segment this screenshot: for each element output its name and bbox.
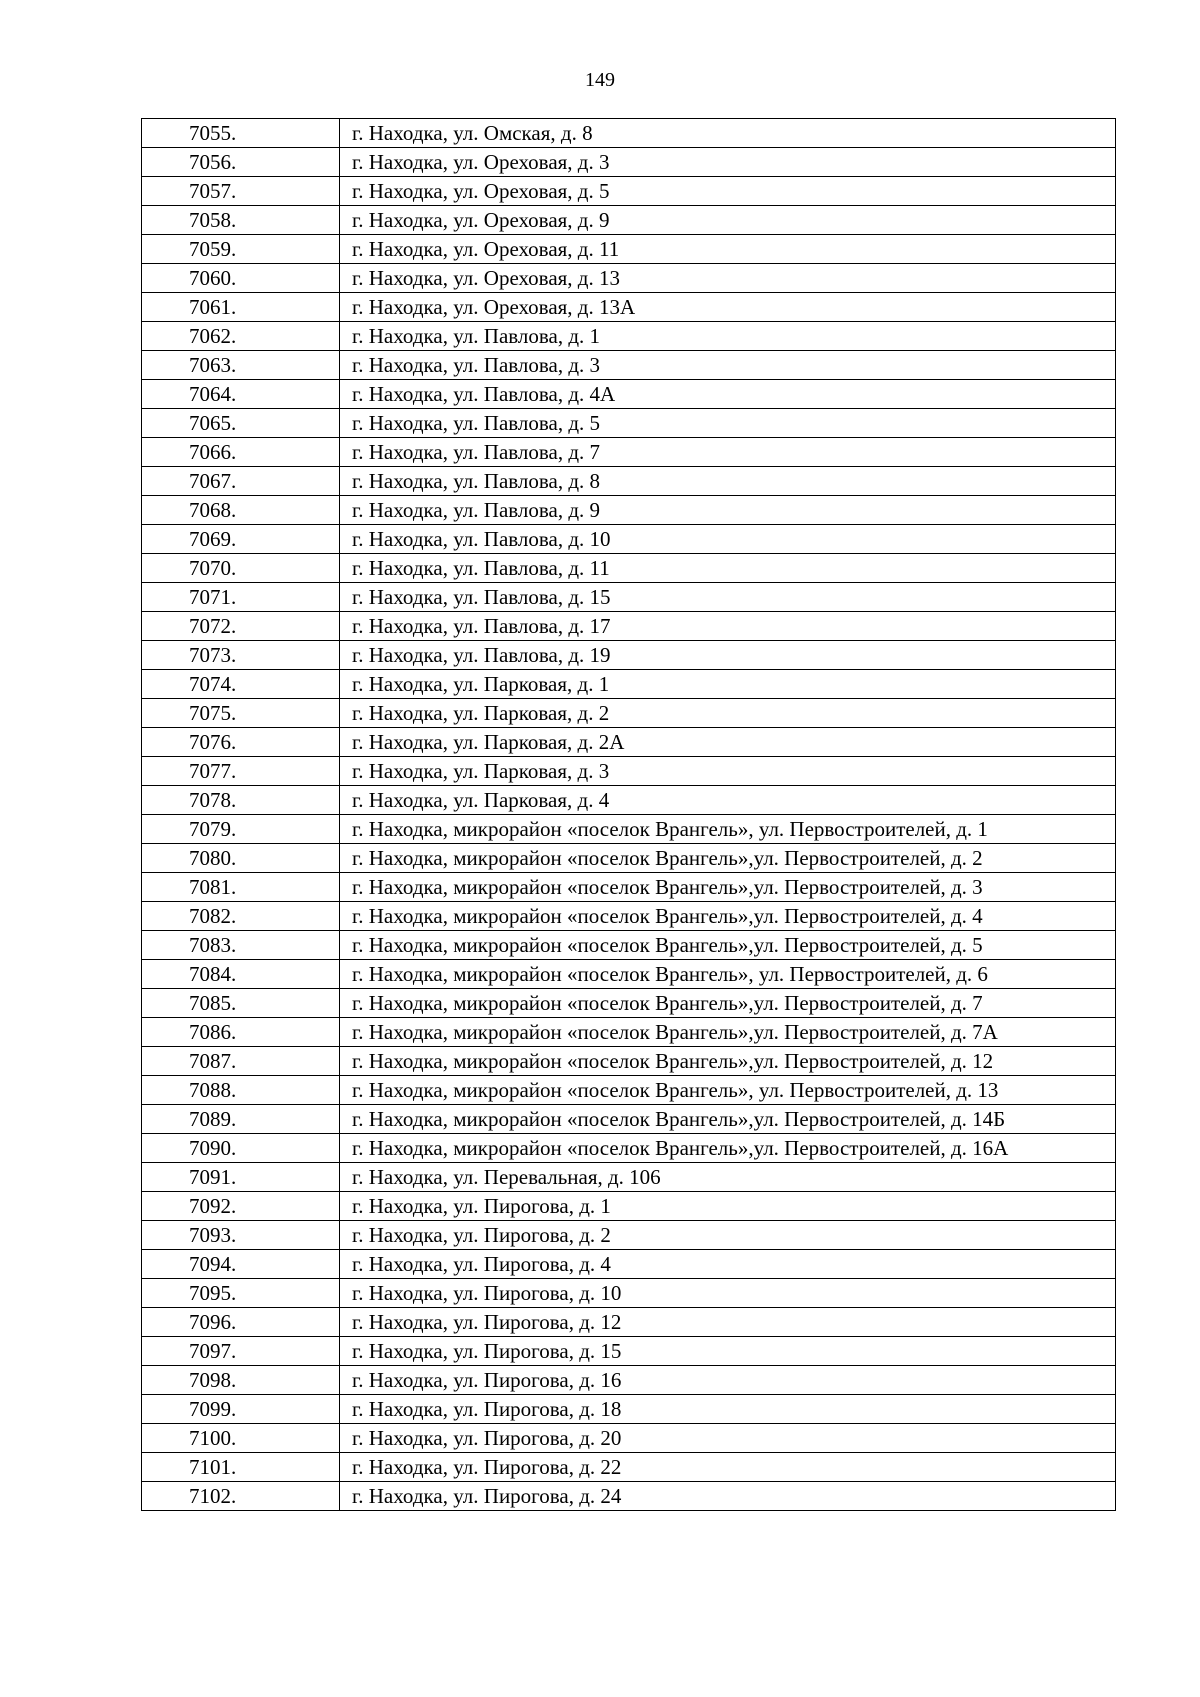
row-address: г. Находка, микрорайон «поселок Врангель»,ул. Первостроителей, д. 2 <box>340 844 1116 873</box>
row-number: 7072. <box>142 612 340 641</box>
row-number: 7064. <box>142 380 340 409</box>
row-number: 7077. <box>142 757 340 786</box>
row-number: 7101. <box>142 1453 340 1482</box>
table-row <box>142 235 1116 264</box>
table-row <box>142 322 1116 351</box>
row-address: г. Находка, ул. Ореховая, д. 13 <box>340 264 1116 293</box>
table-row <box>142 148 1116 177</box>
row-address: г. Находка, ул. Павлова, д. 3 <box>340 351 1116 380</box>
row-address: г. Находка, ул. Парковая, д. 2 <box>340 699 1116 728</box>
row-address: г. Находка, ул. Павлова, д. 4А <box>340 380 1116 409</box>
table-row <box>142 641 1116 670</box>
row-address: г. Находка, микрорайон «поселок Врангель»,ул. Первостроителей, д. 7А <box>340 1018 1116 1047</box>
row-number: 7091. <box>142 1163 340 1192</box>
row-address: г. Находка, ул. Ореховая, д. 5 <box>340 177 1116 206</box>
row-address: г. Находка, ул. Пирогова, д. 16 <box>340 1366 1116 1395</box>
row-address: г. Находка, ул. Пирогова, д. 2 <box>340 1221 1116 1250</box>
row-address: г. Находка, микрорайон «поселок Врангель»,ул. Первостроителей, д. 7 <box>340 989 1116 1018</box>
row-number: 7065. <box>142 409 340 438</box>
row-number: 7071. <box>142 583 340 612</box>
row-address: г. Находка, ул. Павлова, д. 8 <box>340 467 1116 496</box>
row-address: г. Находка, ул. Пирогова, д. 22 <box>340 1453 1116 1482</box>
row-address: г. Находка, ул. Павлова, д. 10 <box>340 525 1116 554</box>
row-number: 7097. <box>142 1337 340 1366</box>
table-row <box>142 902 1116 931</box>
address-table-body <box>142 119 1116 1511</box>
row-number: 7096. <box>142 1308 340 1337</box>
table-row <box>142 293 1116 322</box>
table-row <box>142 119 1116 148</box>
row-number: 7082. <box>142 902 340 931</box>
table-row <box>142 409 1116 438</box>
table-row <box>142 1337 1116 1366</box>
table-row <box>142 583 1116 612</box>
row-number: 7055. <box>142 119 340 148</box>
table-row <box>142 931 1116 960</box>
row-number: 7087. <box>142 1047 340 1076</box>
table-row <box>142 1453 1116 1482</box>
row-number: 7073. <box>142 641 340 670</box>
row-address: г. Находка, ул. Пирогова, д. 24 <box>340 1482 1116 1511</box>
row-address: г. Находка, ул. Павлова, д. 1 <box>340 322 1116 351</box>
table-row <box>142 380 1116 409</box>
row-address: г. Находка, ул. Омская, д. 8 <box>340 119 1116 148</box>
row-address: г. Находка, ул. Ореховая, д. 11 <box>340 235 1116 264</box>
row-number: 7062. <box>142 322 340 351</box>
table-row <box>142 960 1116 989</box>
row-address: г. Находка, ул. Павлова, д. 7 <box>340 438 1116 467</box>
row-address: г. Находка, ул. Ореховая, д. 3 <box>340 148 1116 177</box>
table-row <box>142 467 1116 496</box>
row-number: 7092. <box>142 1192 340 1221</box>
page-number: 149 <box>585 69 615 91</box>
row-address: г. Находка, микрорайон «поселок Врангель»,ул. Первостроителей, д. 4 <box>340 902 1116 931</box>
row-number: 7074. <box>142 670 340 699</box>
table-row <box>142 786 1116 815</box>
table-row <box>142 873 1116 902</box>
row-number: 7061. <box>142 293 340 322</box>
table-row <box>142 1018 1116 1047</box>
table-row <box>142 1192 1116 1221</box>
row-number: 7059. <box>142 235 340 264</box>
row-number: 7076. <box>142 728 340 757</box>
table-row <box>142 815 1116 844</box>
row-number: 7067. <box>142 467 340 496</box>
table-row <box>142 351 1116 380</box>
table-row <box>142 670 1116 699</box>
table-row <box>142 1163 1116 1192</box>
row-address: г. Находка, ул. Пирогова, д. 4 <box>340 1250 1116 1279</box>
row-number: 7056. <box>142 148 340 177</box>
row-number: 7068. <box>142 496 340 525</box>
row-address: г. Находка, ул. Парковая, д. 1 <box>340 670 1116 699</box>
row-number: 7066. <box>142 438 340 467</box>
row-number: 7079. <box>142 815 340 844</box>
row-number: 7088. <box>142 1076 340 1105</box>
address-table <box>141 118 1116 1511</box>
table-row <box>142 1366 1116 1395</box>
row-address: г. Находка, ул. Парковая, д. 2А <box>340 728 1116 757</box>
table-row <box>142 1134 1116 1163</box>
row-address: г. Находка, микрорайон «поселок Врангель», ул. Первостроителей, д. 1 <box>340 815 1116 844</box>
table-row <box>142 612 1116 641</box>
row-address: г. Находка, ул. Павлова, д. 11 <box>340 554 1116 583</box>
row-number: 7094. <box>142 1250 340 1279</box>
row-address: г. Находка, ул. Пирогова, д. 1 <box>340 1192 1116 1221</box>
row-address: г. Находка, ул. Пирогова, д. 12 <box>340 1308 1116 1337</box>
row-number: 7098. <box>142 1366 340 1395</box>
row-address: г. Находка, ул. Павлова, д. 5 <box>340 409 1116 438</box>
table-row <box>142 177 1116 206</box>
row-address: г. Находка, ул. Пирогова, д. 15 <box>340 1337 1116 1366</box>
row-address: г. Находка, ул. Павлова, д. 15 <box>340 583 1116 612</box>
row-address: г. Находка, ул. Пирогова, д. 20 <box>340 1424 1116 1453</box>
row-address: г. Находка, ул. Пирогова, д. 18 <box>340 1395 1116 1424</box>
row-address: г. Находка, микрорайон «поселок Врангель»,ул. Первостроителей, д. 12 <box>340 1047 1116 1076</box>
row-number: 7089. <box>142 1105 340 1134</box>
row-number: 7100. <box>142 1424 340 1453</box>
table-row <box>142 1279 1116 1308</box>
row-number: 7090. <box>142 1134 340 1163</box>
table-row <box>142 844 1116 873</box>
row-number: 7075. <box>142 699 340 728</box>
row-number: 7093. <box>142 1221 340 1250</box>
table-row <box>142 264 1116 293</box>
table-row <box>142 206 1116 235</box>
table-row <box>142 728 1116 757</box>
table-row <box>142 1221 1116 1250</box>
table-row <box>142 989 1116 1018</box>
row-number: 7084. <box>142 960 340 989</box>
row-number: 7080. <box>142 844 340 873</box>
row-number: 7099. <box>142 1395 340 1424</box>
row-address: г. Находка, микрорайон «поселок Врангель», ул. Первостроителей, д. 6 <box>340 960 1116 989</box>
table-row <box>142 1250 1116 1279</box>
row-address: г. Находка, ул. Павлова, д. 9 <box>340 496 1116 525</box>
row-number: 7085. <box>142 989 340 1018</box>
table-row <box>142 1395 1116 1424</box>
table-row <box>142 1308 1116 1337</box>
table-row <box>142 438 1116 467</box>
table-row <box>142 1105 1116 1134</box>
row-address: г. Находка, микрорайон «поселок Врангель»,ул. Первостроителей, д. 16А <box>340 1134 1116 1163</box>
table-row <box>142 1424 1116 1453</box>
row-number: 7070. <box>142 554 340 583</box>
row-number: 7057. <box>142 177 340 206</box>
table-row <box>142 1076 1116 1105</box>
row-number: 7083. <box>142 931 340 960</box>
row-address: г. Находка, ул. Павлова, д. 19 <box>340 641 1116 670</box>
row-number: 7058. <box>142 206 340 235</box>
table-row <box>142 525 1116 554</box>
row-number: 7078. <box>142 786 340 815</box>
row-address: г. Находка, микрорайон «поселок Врангель»,ул. Первостроителей, д. 5 <box>340 931 1116 960</box>
table-row <box>142 496 1116 525</box>
row-number: 7063. <box>142 351 340 380</box>
table-row <box>142 1482 1116 1511</box>
row-address: г. Находка, ул. Ореховая, д. 9 <box>340 206 1116 235</box>
row-address: г. Находка, ул. Пирогова, д. 10 <box>340 1279 1116 1308</box>
row-number: 7086. <box>142 1018 340 1047</box>
row-address: г. Находка, ул. Павлова, д. 17 <box>340 612 1116 641</box>
row-address: г. Находка, микрорайон «поселок Врангель», ул. Первостроителей, д. 13 <box>340 1076 1116 1105</box>
row-number: 7081. <box>142 873 340 902</box>
row-number: 7095. <box>142 1279 340 1308</box>
table-row <box>142 699 1116 728</box>
row-number: 7069. <box>142 525 340 554</box>
row-number: 7102. <box>142 1482 340 1511</box>
table-row <box>142 1047 1116 1076</box>
row-address: г. Находка, микрорайон «поселок Врангель»,ул. Первостроителей, д. 14Б <box>340 1105 1116 1134</box>
table-row <box>142 554 1116 583</box>
row-address: г. Находка, микрорайон «поселок Врангель»,ул. Первостроителей, д. 3 <box>340 873 1116 902</box>
table-row <box>142 757 1116 786</box>
row-address: г. Находка, ул. Парковая, д. 4 <box>340 786 1116 815</box>
row-address: г. Находка, ул. Ореховая, д. 13А <box>340 293 1116 322</box>
row-address: г. Находка, ул. Перевальная, д. 106 <box>340 1163 1116 1192</box>
row-number: 7060. <box>142 264 340 293</box>
row-address: г. Находка, ул. Парковая, д. 3 <box>340 757 1116 786</box>
